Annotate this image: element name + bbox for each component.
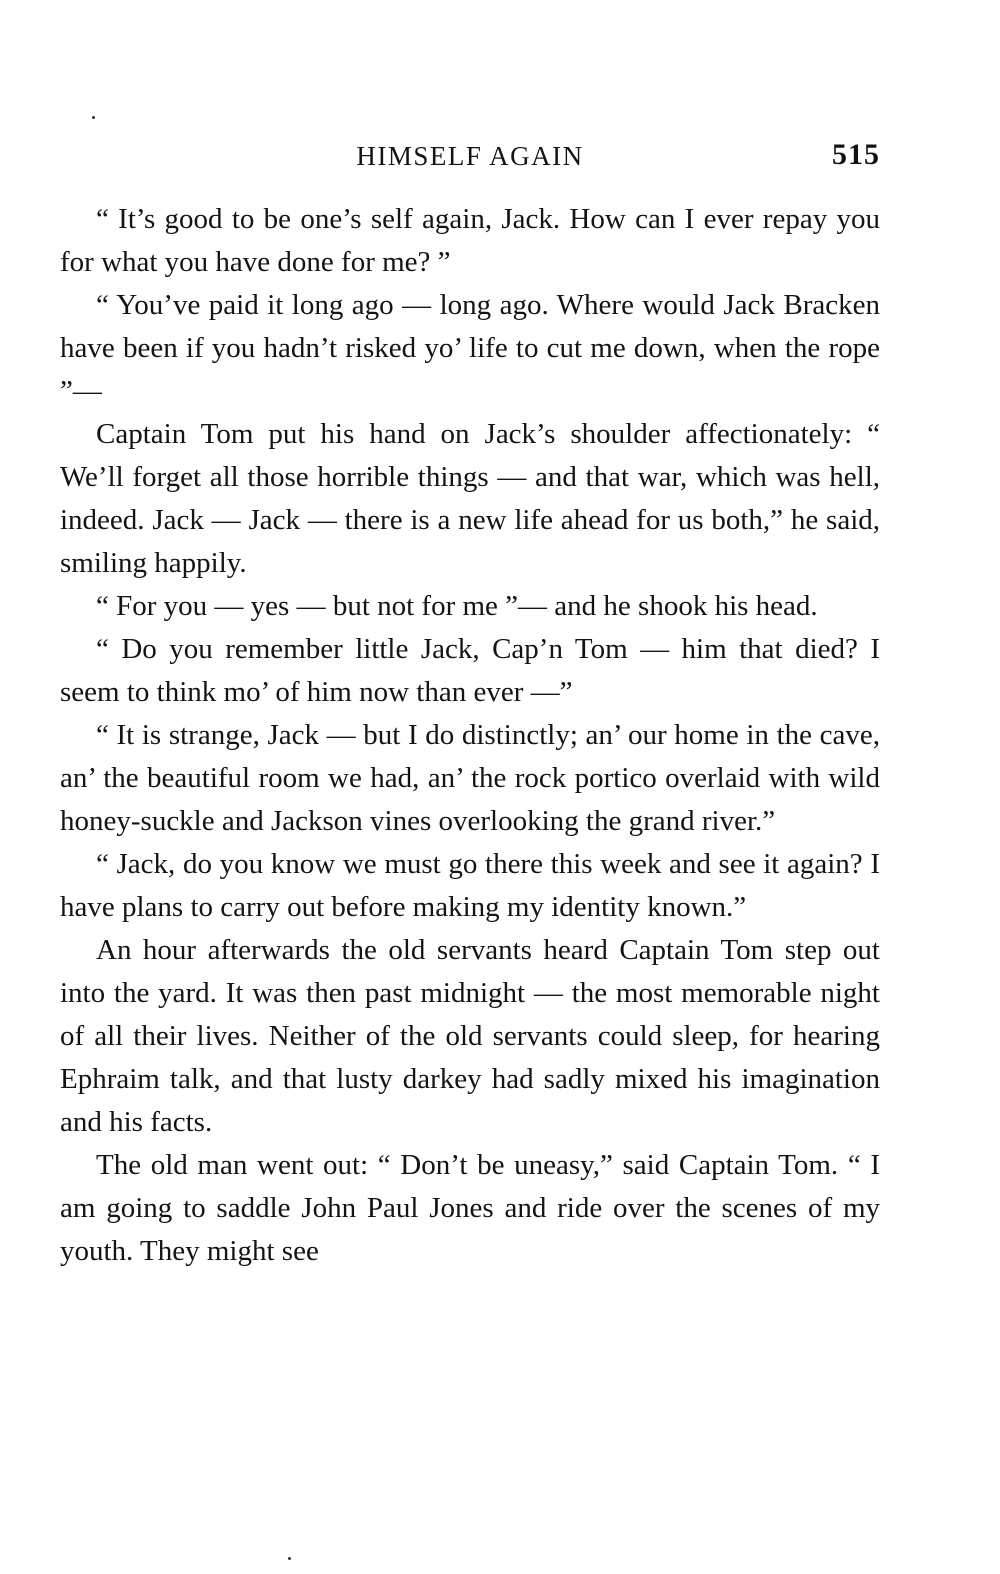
ink-speck [288, 1557, 291, 1560]
paragraph: “ You’ve paid it long ago — long ago. Where would Jack Bracken have been if you hadn’t risked yo’ life to cut me down, when the rope ”— [60, 289, 880, 407]
running-head [60, 138, 880, 178]
paragraph: An hour afterwards the old servants heard Captain Tom step out into the yard. It was then past midnight — the most memorable night of all their lives. Neither of the old servants could sleep, for hearing Ephraim talk, and that lusty darkey had sadly mixed his imagination and his facts. [60, 934, 880, 1138]
body-text [60, 198, 880, 1273]
paragraph: The old man went out: “ Don’t be uneasy,” said Captain Tom. “ I am going to saddle John Paul Jones and ride over the scenes of my youth. They might see [60, 1149, 880, 1267]
paragraph: Captain Tom put his hand on Jack’s shoulder affectionately: “ We’ll forget all those horrible things — and that war, which was hell, indeed. Jack — Jack — there is a new life ahead for us both,” he said, smiling happily. [60, 418, 880, 579]
running-title: HIMSELF AGAIN [356, 141, 584, 171]
paragraph: “ It is strange, Jack — but I do distinctly; an’ our home in the cave, an’ the beautiful room we had, an’ the rock portico overlaid with wild honey-suckle and Jackson vines overlooking the grand river.” [60, 719, 880, 837]
paragraph: “ For you — yes — but not for me ”— and he shook his head. [96, 590, 818, 622]
ink-speck [92, 116, 95, 119]
paragraph: “ It’s good to be one’s self again, Jack. How can I ever repay you for what you have done for me? ” [60, 203, 880, 278]
paragraph: “ Do you remember little Jack, Cap’n Tom — him that died? I seem to think mo’ of him now than ever —” [60, 633, 880, 708]
paragraph: “ Jack, do you know we must go there this week and see it again? I have plans to carry out before making my identity known.” [60, 848, 880, 923]
page-number: 515 [832, 138, 880, 171]
